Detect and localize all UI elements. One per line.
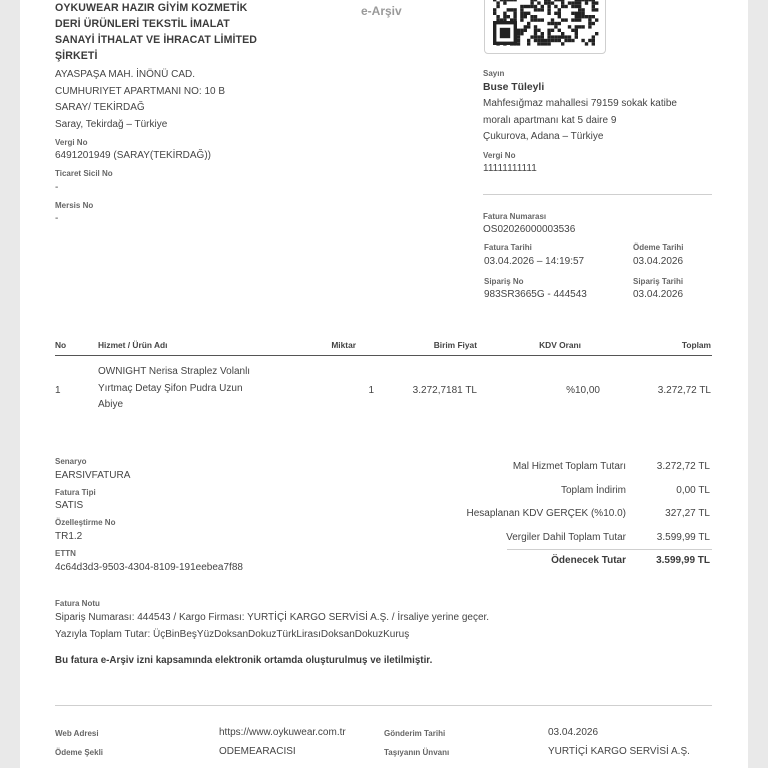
seller-vergi-value: 6491201949 (SARAY(TEKİRDAĞ)) [55,150,211,161]
total-value: 327,27 TL [665,508,710,519]
note-line: Yazıyla Toplam Tutar: ÜçBinBeşYüzDoksanDokuzTürkLirasıDoksanDokuzKuruş [55,629,410,640]
buyer-address-line: moralı apartmanı kat 5 daire 9 [483,114,617,126]
totals-divider [507,549,712,550]
note-line: Sipariş Numarası: 444543 / Kargo Firması: YURTİÇİ KARGO SERVİSİ A.Ş. / İrsaliye yerine geçer. [55,612,490,623]
seller-address [55,67,315,133]
order-no-label: Sipariş No [484,277,524,286]
ozellestirme-label: Özelleştirme No [55,518,116,527]
col-header-vat: KDV Oranı [539,340,581,350]
seller-ticaret-value: - [55,182,59,193]
invoice-page [20,0,748,768]
row-name-line: OWNIGHT Nerisa Straplez Volanlı [98,366,251,377]
ozellestirme-value: TR1.2 [55,531,83,542]
total-value: 3.599,99 TL [656,531,710,543]
buyer-address-line: Mahfesığmaz mahallesi 79159 sokak katibe [483,98,677,109]
buyer-name: Buse Tüleyli [483,82,545,93]
col-header-no: No [55,340,67,350]
row-vat: %10,00 [566,385,600,396]
seller-address-line: CUMHURIYET APARTMANI NO: 10 B [55,85,226,97]
carrier-label: Taşıyanın Ünvanı [384,748,450,757]
qr-code-icon [485,0,605,53]
total-value: 3.272,72 TL [656,461,710,472]
row-qty: 1 [368,385,374,396]
order-date-value: 03.04.2026 [633,289,684,300]
totals-block [400,461,712,579]
row-total: 3.272,72 TL [657,385,711,396]
senaryo-value: EARSIVFATURA [55,470,131,481]
footer-divider [55,705,712,706]
total-row [400,485,712,509]
fatura-tipi-value: SATIS [55,500,84,511]
carrier-value: YURTİÇİ KARGO SERVİSİ A.Ş. [548,746,690,757]
web-label: Web Adresi [55,729,99,738]
row-no: 1 [55,385,61,396]
payable-value: 3.599,99 TL [656,555,710,566]
payment-method-label: Ödeme Şekli [55,748,104,757]
seller-name-line: OYKUWEAR HAZIR GİYİM KOZMETİK [55,2,248,14]
qr-code-frame [484,0,606,54]
seller-mersis-value: - [55,213,59,224]
payable-label: Ödenecek Tutar [551,555,626,566]
total-label: Toplam İndirim [560,484,626,496]
total-label: Hesaplanan KDV GERÇEK (%10.0) [466,508,626,519]
seller-address-line: SARAY/ TEKİRDAĞ [55,102,145,113]
seller-block [55,0,315,64]
seller-address-line: Saray, Tekirdağ – Türkiye [55,118,168,130]
note-text [55,609,489,643]
buyer-divider [483,194,712,195]
seller-ticaret-label: Ticaret Sicil No [55,169,113,178]
payment-date-label: Ödeme Tarihi [633,243,684,252]
invoice-number-label: Fatura Numarası [483,212,547,221]
total-label: Vergiler Dahil Toplam Tutar [506,531,626,543]
total-value: 0,00 TL [676,484,710,496]
seller-vergi-label: Vergi No [55,138,88,147]
payment-date-value: 03.04.2026 [633,256,684,267]
order-date-label: Sipariş Tarihi [633,277,684,286]
invoice-date-label: Fatura Tarihi [484,243,532,252]
buyer-salutation: Sayın [483,69,505,78]
table-row [55,364,712,424]
total-label: Mal Hizmet Toplam Tutarı [512,461,626,472]
table-header-divider [55,355,712,356]
ettn-value: 4c64d3d3-9503-4304-8109-191eebea7f88 [55,562,243,573]
order-no-value: 983SR3665G - 444543 [484,289,587,300]
senaryo-label: Senaryo [55,457,87,466]
fatura-tipi-label: Fatura Tipi [55,488,96,497]
buyer-address [483,96,743,146]
invoice-number-value: OS02026000003536 [483,224,576,235]
disclaimer-text: Bu fatura e-Arşiv izni kapsamında elektronik ortamda oluşturulmuş ve iletilmiştir. [55,655,433,666]
buyer-vergi-label: Vergi No [483,151,516,160]
total-row [400,508,712,532]
row-name [98,364,298,414]
document-title: e-Arşiv [361,4,402,18]
col-header-name: Hizmet / Ürün Adı [98,340,168,350]
note-label: Fatura Notu [55,599,100,608]
ship-date-value: 03.04.2026 [548,727,599,738]
col-header-price: Birim Fiyat [433,340,477,350]
row-price: 3.272,7181 TL [412,385,477,396]
col-header-qty: Miktar [331,340,356,350]
payment-method-value: ODEMEARACISI [219,746,296,757]
seller-name-line: SANAYİ İTHALAT VE İHRACAT LİMİTED [55,34,258,46]
ship-date-label: Gönderim Tarihi [384,729,446,738]
seller-mersis-label: Mersis No [55,201,94,210]
ettn-label: ETTN [55,549,76,558]
total-row-payable [400,555,712,579]
seller-address-line: AYASPAŞA MAH. İNÖNÜ CAD. [55,69,196,80]
total-row [400,532,712,556]
col-header-total: Toplam [681,340,711,350]
buyer-address-line: Çukurova, Adana – Türkiye [483,131,604,142]
row-name-line: Abiye [98,399,124,410]
invoice-date-value: 03.04.2026 – 14:19:57 [484,256,585,267]
seller-name-line: DERİ ÜRÜNLERİ TEKSTİL İMALAT [55,18,230,30]
buyer-vergi-value: 11111111111 [483,163,537,174]
web-value[interactable]: https://www.oykuwear.com.tr [219,727,346,738]
total-row [400,461,712,485]
seller-name-line: ŞİRKETİ [55,50,98,62]
row-name-line: Yırtmaç Detay Şifon Pudra Uzun [98,382,243,394]
